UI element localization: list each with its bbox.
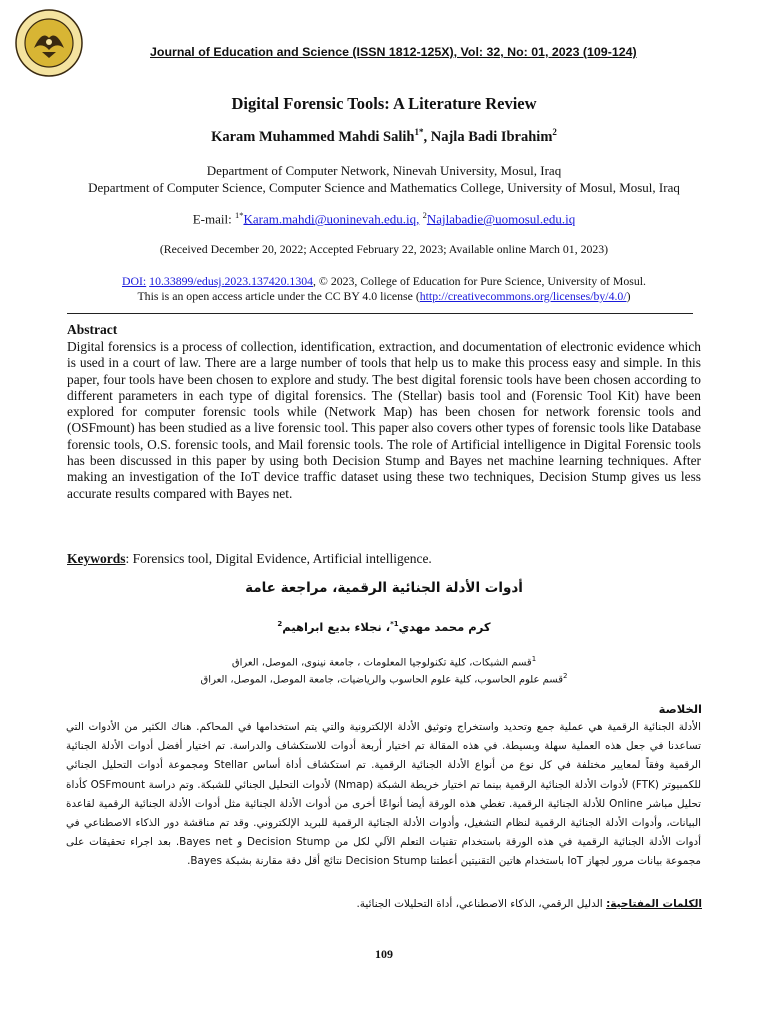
arabic-aff-1-sup: 1 bbox=[531, 655, 537, 663]
license-text: This is an open access article under the CC BY 4.0 license ( bbox=[137, 289, 420, 303]
journal-logo bbox=[14, 8, 84, 78]
email-1-link[interactable]: Karam.mahdi@uoninevah.edu.iq, bbox=[243, 211, 420, 227]
doi-label[interactable]: DOI: bbox=[121, 274, 147, 288]
arabic-affiliation-2 bbox=[0, 672, 768, 685]
doi-line bbox=[0, 274, 768, 289]
email-label: E-mail: bbox=[192, 211, 235, 227]
license-link[interactable]: http://creativecommons.org/licenses/by/4.0/ bbox=[419, 289, 627, 303]
keywords-colon: : bbox=[125, 551, 130, 566]
arabic-author-line bbox=[0, 620, 768, 634]
arabic-affiliation-1 bbox=[0, 655, 768, 668]
doi-link[interactable]: 10.33899/edusj.2023.137420.1304 bbox=[149, 274, 314, 288]
arabic-aff-1-text: قسم الشبكات، كلية تكنولوجيا المعلومات ، جامعة نينوى، الموصل، العراق bbox=[231, 657, 532, 669]
abstract-body: Digital forensics is a process of collection, identification, extraction, and documentation of electronic evidence which is used in a court of law. There are a large number of tools that help us to make this process easy and simple. In this paper, four tools have been chosen to explore and study. The best digital forensic tools have been chosen according to different parameters in each type of digital forensics. The (Stellar) basis tool and (Forensic Tool Kit) have been explored for computer forensic tools while (Network Map) has been chosen for network forensic tools and (OSFmount) has been studied as a live forensic tool. This paper also covers other types of forensic tools like Database forensic tools, O.S. forensic tools, and Mail forensic tools. The role of Artificial intelligence in Digital Forensic tools has been discussed in this paper by using both Decision Stump and Bayes net machine learning techniques. After making an investigation of the IoT device traffic dataset using these two techniques, Decision Stump gives us less accurate results compared with Bayes net. bbox=[67, 339, 701, 501]
arabic-title: أدوات الأدلة الجنائية الرقمية، مراجعة عامة bbox=[245, 580, 523, 596]
license-line bbox=[0, 289, 768, 304]
keywords-label: Keywords bbox=[67, 551, 126, 566]
arabic-author-1: كرم محمد مهدي bbox=[398, 620, 491, 634]
arabic-abstract-heading: الخلاصة bbox=[658, 702, 702, 716]
author-2-sup: 2 bbox=[552, 127, 557, 137]
author-1: Karam Muhammed Mahdi Salih bbox=[211, 128, 415, 145]
arabic-keywords-text: الدليل الرقمي، الذكاء الاصطناعي، أداة التحليلات الجنائية. bbox=[356, 898, 607, 910]
arabic-aff-2-text: قسم علوم الحاسوب، كلية علوم الحاسوب والرياضيات، جامعة الموصل، الموصل، العراق bbox=[200, 674, 563, 686]
email-line bbox=[0, 210, 768, 227]
abstract-heading: Abstract bbox=[67, 322, 118, 337]
author-1-sup: 1* bbox=[414, 127, 424, 137]
affiliation-1: Department of Computer Network, Ninevah University, Mosul, Iraq bbox=[206, 163, 562, 178]
journal-citation: Journal of Education and Science (ISSN 1812-125X), Vol: 32, No: 01, 2023 (109-124) bbox=[150, 45, 637, 59]
arabic-abstract-body: الأدلة الجنائية الرقمية هي عملية جمع وتحديد واستخراج وتوثيق الأدلة الإلكترونية والتي يتم استخدامها في المحاكم. هناك الكثير من الأدوات التي تساعدنا في جعل هذه العملية سهلة وبسيطة. في هذه المقالة تم اختيار أربعة أدوات للاستكشاف والدراسة. تم اختيار أفضل أدوات الأدلة الجنائية الرقمية وفقاً لمعايير مختلفة في كل نوع من أنواع الأدلة الجنائية الرقمية. تم استكشاف أداة أساس Stellar ومجموعة أدوات التحليل الجنائي للكمبيوتر (FTK) لأدوات الأدلة الجنائية الرقمية بينما تم اختيار خريطة الشبكة (Nmap) لأدوات التحليل الجنائي للشبكة. وتم دراسة OSFmount كأداة تحليل مباشر Online للأدلة الجنائية الرقمية. تغطي هذه الورقة أيضا أنواعًا أخرى من أدوات الأدلة الجنائية مثل أدوات الأدلة الجنائية الرقمية لقاعدة البيانات، وأدوات الأدلة الجنائية الرقمية لنظام التشغيل، وأدوات الأدلة الجنائية الرقمية للبريد الإلكتروني. وقد تم مناقشة دور الذكاء الاصطناعي في أدوات الأدلة الجنائية الرقمية في هذه الورقة باستخدام تقنيات التعلم الآلي لكل من Decision Stump و Bayes net. بعد اجراء تحقيقات على مجموعة بيانات مرور لجهاز IoT باستخدام هاتين التقنيتين أعطتنا Decision Stump نتائج أقل دقة مقارنة بشبكة Bayes. bbox=[66, 721, 702, 868]
keywords-text: Forensics tool, Digital Evidence, Artificial intelligence. bbox=[129, 551, 432, 566]
author-separator: , bbox=[423, 128, 431, 145]
paper-title: Digital Forensic Tools: A Literature Review bbox=[231, 94, 537, 113]
license-close: ) bbox=[626, 289, 631, 303]
arabic-author-1-sup: 1* bbox=[390, 620, 399, 629]
page-number: 109 bbox=[375, 947, 393, 961]
publication-dates: (Received December 20, 2022; Accepted February 22, 2023; Available online March 01, 2023) bbox=[159, 242, 609, 256]
author-line bbox=[0, 127, 768, 146]
email-2-link[interactable]: Najlabadie@uomosul.edu.iq bbox=[426, 211, 576, 227]
keywords-line bbox=[67, 551, 432, 567]
doi-copyright: , © 2023, College of Education for Pure Science, University of Mosul. bbox=[313, 274, 647, 288]
author-2: Najla Badi Ibrahim bbox=[430, 128, 553, 145]
email-2-sup: 2 bbox=[422, 210, 427, 220]
arabic-author-2: نجلاء بديع ابراهيم bbox=[282, 620, 382, 634]
arabic-keywords-label: الكلمات المفتاحية: bbox=[606, 898, 702, 910]
header-divider bbox=[67, 313, 693, 314]
email-1-sup: 1* bbox=[234, 210, 244, 220]
arabic-author-separator: ، bbox=[381, 620, 391, 634]
arabic-author-2-sup: 2 bbox=[277, 620, 283, 629]
affiliation-2: Department of Computer Science, Computer Science and Mathematics College, University of Mosul, Mosul, Iraq bbox=[88, 180, 680, 195]
arabic-aff-2-sup: 2 bbox=[563, 672, 568, 680]
arabic-keywords-line bbox=[67, 898, 702, 910]
